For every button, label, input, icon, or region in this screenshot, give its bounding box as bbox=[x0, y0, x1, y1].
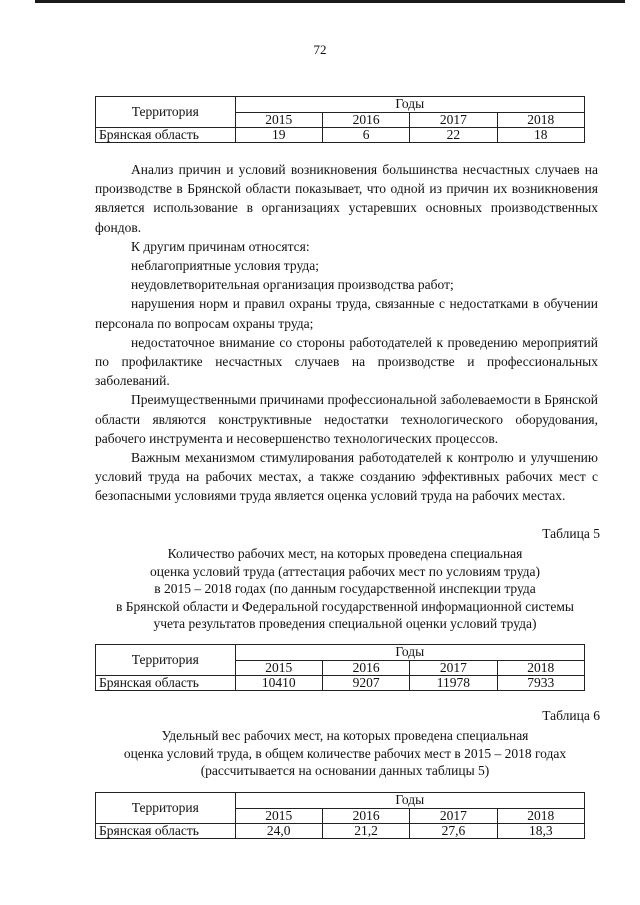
table-caption bbox=[90, 545, 600, 633]
caption-line: учета результатов проведения специальной оценки условий труда) bbox=[153, 616, 537, 631]
paragraph: неудовлетворительная организация производства работ; bbox=[131, 277, 454, 293]
paragraph: Важным механизмом стимулирования работодателей к контролю и улучшению условий труда на рабочих местах, а также созданию эффективных рабочих мест с безопасными условиями труда является оценка условий труда на рабочих местах. bbox=[95, 450, 598, 504]
value-cell: 19 bbox=[235, 128, 322, 143]
paragraph: К другим причинам относятся: bbox=[131, 238, 310, 254]
year-cell: 2017 bbox=[410, 660, 497, 676]
territory-header: Территория bbox=[96, 97, 236, 128]
caption-line: в Брянской области и Федеральной государственной информационной системы bbox=[116, 598, 574, 614]
value-cell: 18,3 bbox=[497, 824, 584, 839]
value-cell: 21,2 bbox=[322, 824, 409, 839]
year-cell: 2016 bbox=[322, 808, 409, 824]
caption-line: оценка условий труда (аттестация рабочих мест по условиям труда) bbox=[150, 563, 540, 579]
year-cell: 2015 bbox=[235, 660, 322, 676]
table-row bbox=[96, 128, 585, 143]
paragraph: нарушения норм и правил охраны труда, связанные с недостатками в обучении персонала по вопросам охраны труда; bbox=[95, 296, 598, 331]
value-cell: 18 bbox=[497, 128, 584, 143]
years-header: Годы bbox=[235, 793, 584, 809]
year-cell: 2015 bbox=[235, 112, 322, 128]
year-cell: 2018 bbox=[497, 112, 584, 128]
year-cell: 2016 bbox=[322, 112, 409, 128]
year-cell: 2018 bbox=[497, 660, 584, 676]
years-header: Годы bbox=[235, 645, 584, 661]
year-cell: 2018 bbox=[497, 808, 584, 824]
table-label: Таблица 5 bbox=[542, 526, 600, 541]
year-cell: 2017 bbox=[410, 112, 497, 128]
caption-line: оценка условий труда, в общем количестве рабочих мест в 2015 – 2018 годах bbox=[123, 745, 567, 761]
caption-line: Количество рабочих мест, на которых проведена специальная bbox=[167, 546, 523, 561]
value-cell: 27,6 bbox=[410, 824, 497, 839]
paragraph: неблагоприятные условия труда; bbox=[131, 258, 319, 274]
territory-header: Территория bbox=[96, 645, 236, 676]
years-header: Годы bbox=[235, 97, 584, 113]
workplaces-assessed-table bbox=[95, 644, 585, 691]
value-cell: 11978 bbox=[410, 676, 497, 691]
territory-cell: Брянская область bbox=[96, 824, 236, 839]
year-cell: 2015 bbox=[235, 808, 322, 824]
year-cell: 2016 bbox=[322, 660, 409, 676]
paragraph: Анализ причин и условий возникновения большинства несчастных случаев на производстве в Брянской области показывает, что одной из причин их возникновения является использование в организациях устаревших основных производственных фондов. bbox=[95, 162, 598, 235]
table-label: Таблица 6 bbox=[542, 708, 600, 723]
injury-count-table bbox=[95, 96, 585, 143]
paragraph: недостаточное внимание со стороны работодателей к проведению мероприятий по профилактике несчастных случаев на производстве и профессиональных заболеваний. bbox=[95, 334, 598, 389]
page-number: 72 bbox=[313, 42, 327, 57]
territory-cell: Брянская область bbox=[96, 676, 236, 691]
caption-line: (рассчитывается на основании данных таблицы 5) bbox=[200, 763, 490, 778]
table-row bbox=[96, 824, 585, 839]
territory-cell: Брянская область bbox=[96, 128, 236, 143]
caption-line: Удельный вес рабочих мест, на которых проведена специальная bbox=[161, 728, 529, 743]
territory-header: Территория bbox=[96, 793, 236, 824]
value-cell: 22 bbox=[410, 128, 497, 143]
year-cell: 2017 bbox=[410, 808, 497, 824]
paragraph: Преимущественными причинами профессиональной заболеваемости в Брянской области являются конструктивные недостатки технологического оборудования, рабочего инструмента и несовершенство технологических процессов. bbox=[95, 392, 598, 446]
top-border-line bbox=[35, 0, 625, 3]
table-row bbox=[96, 676, 585, 691]
value-cell: 6 bbox=[322, 128, 409, 143]
body-text bbox=[95, 160, 598, 506]
table-caption bbox=[90, 727, 600, 780]
value-cell: 24,0 bbox=[235, 824, 322, 839]
value-cell: 9207 bbox=[322, 676, 409, 691]
workplaces-share-table bbox=[95, 792, 585, 839]
value-cell: 10410 bbox=[235, 676, 322, 691]
value-cell: 7933 bbox=[497, 676, 584, 691]
caption-line: в 2015 – 2018 годах (по данным государственной инспекции труда bbox=[154, 581, 536, 596]
